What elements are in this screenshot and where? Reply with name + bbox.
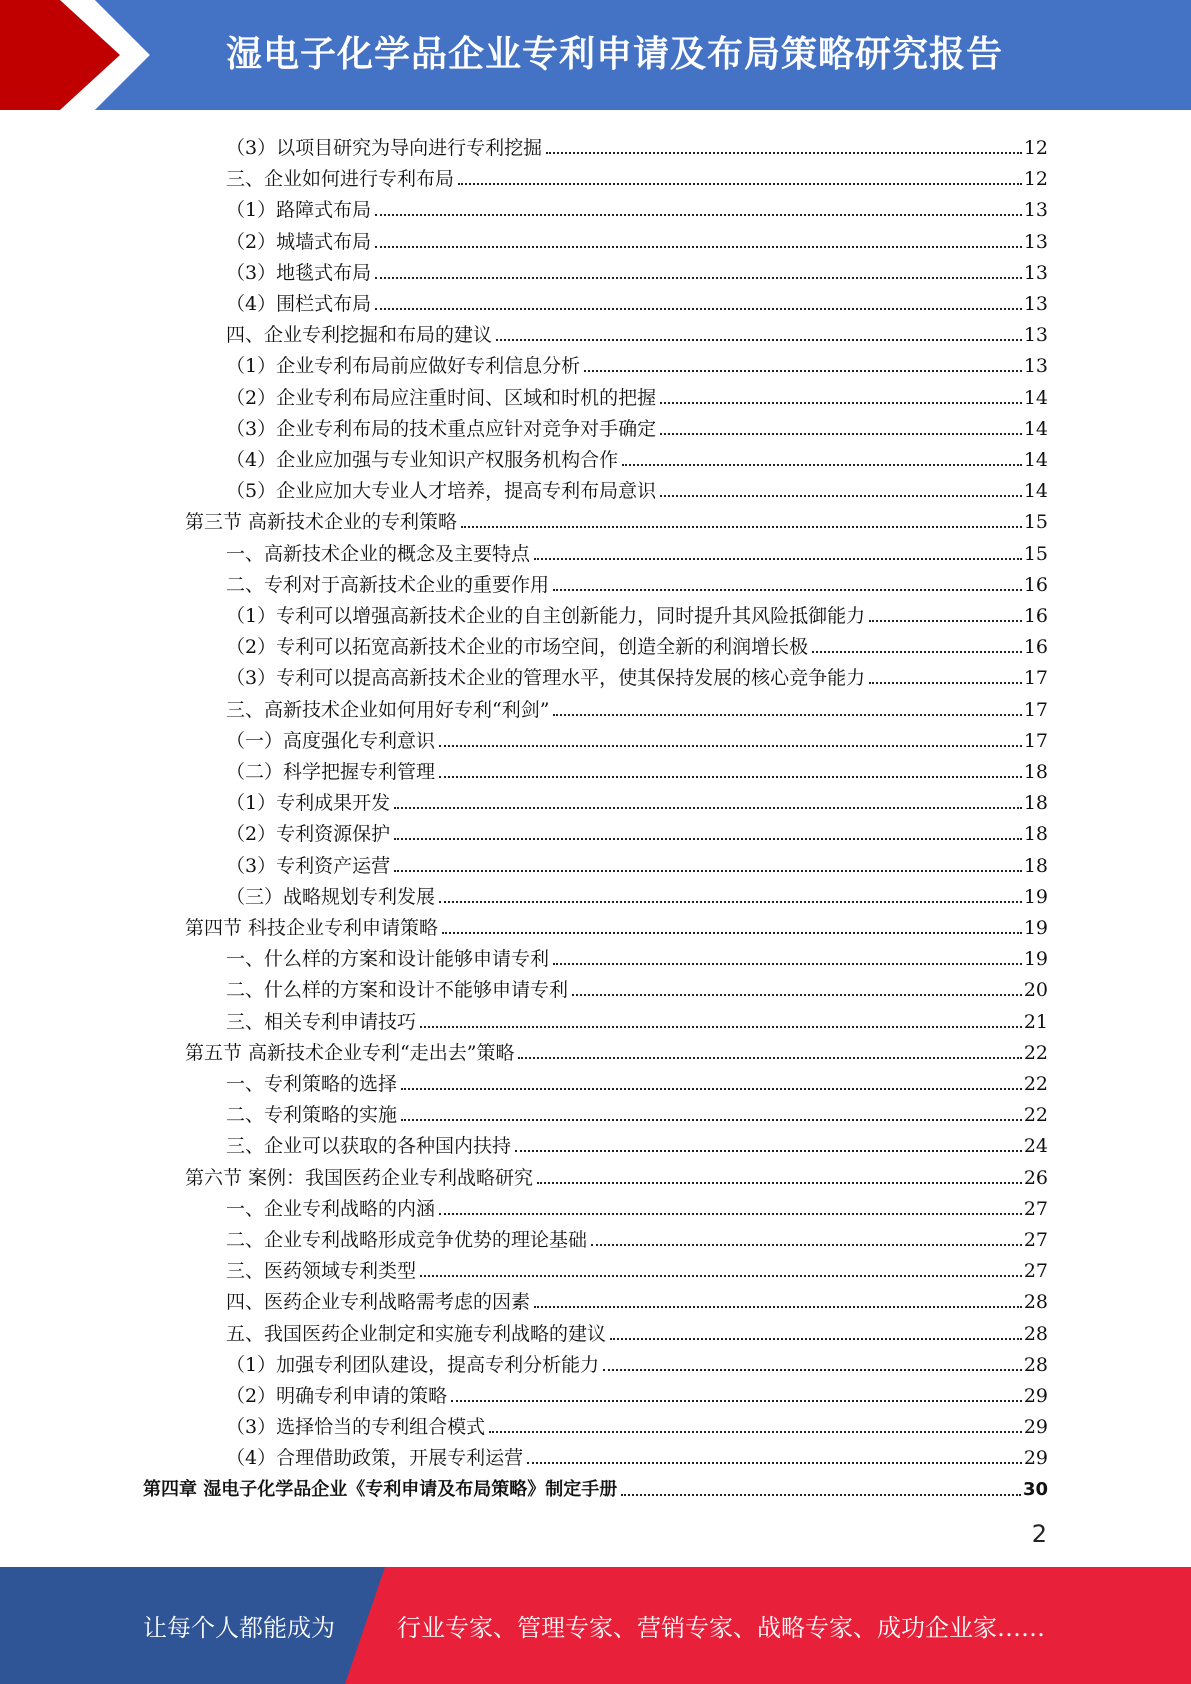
toc-entry[interactable] [226,939,1048,970]
toc-entry-page: 16 [1023,573,1048,596]
toc-entry-label: 一、企业专利战略的内涵 [226,1197,436,1220]
toc-entry[interactable] [226,1314,1048,1345]
toc-entry-label: （3）企业专利布局的技术重点应针对竞争对手确定 [226,417,657,440]
toc-entry[interactable] [226,627,1048,658]
toc-entry-page: 13 [1023,199,1048,222]
toc-entry[interactable] [226,1064,1048,1095]
toc-entry[interactable] [226,658,1048,689]
toc-entry-page: 18 [1023,854,1048,877]
toc-entry[interactable] [226,315,1048,346]
toc-dot-leader [439,745,1022,747]
toc-entry-label: （一）高度强化专利意识 [226,729,436,752]
toc-entry-page: 14 [1023,480,1048,503]
toc-entry-page: 17 [1023,667,1048,690]
toc-dot-leader [375,214,1022,216]
toc-entry-page: 28 [1023,1291,1048,1314]
toc-entry[interactable] [226,970,1048,1001]
toc-entry-label: （二）科学把握专利管理 [226,761,436,783]
toc-dot-leader [489,1431,1022,1433]
toc-entry-page: 19 [1023,917,1048,939]
toc-dot-leader [610,1338,1022,1340]
page-number: 2 [1031,1520,1047,1548]
toc-entry-label: （1）专利成果开发 [226,792,391,815]
toc-entry[interactable] [226,690,1048,721]
toc-entry-page: 12 [1023,137,1048,159]
toc-entry-page: 17 [1023,729,1048,752]
toc-entry-page: 14 [1023,449,1048,471]
toc-entry[interactable] [226,1407,1048,1438]
toc-dot-leader [553,963,1022,965]
toc-entry-label: 四、企业专利挖掘和布局的建议 [226,324,493,347]
toc-dot-leader [572,994,1022,996]
toc-entry[interactable] [226,471,1048,502]
page-footer [0,1567,1191,1684]
toc-entry-page: 19 [1023,885,1048,908]
footer-slogan-right: 行业专家、管理专家、营销专家、战略专家、成功企业家…… [397,1614,1045,1642]
toc-dot-leader [584,370,1022,372]
toc-entry-label: 二、专利对于高新技术企业的重要作用 [226,573,550,596]
toc-dot-leader [458,183,1022,185]
toc-entry-page: 20 [1023,979,1048,1002]
toc-entry-label: （3）专利资产运营 [226,854,391,877]
toc-entry-page: 18 [1023,823,1048,846]
toc-dot-leader [451,1400,1022,1402]
toc-entry-page: 13 [1023,230,1048,253]
toc-dot-leader [621,1494,1021,1496]
toc-dot-leader [496,339,1022,341]
toc-dot-leader [660,495,1022,497]
toc-entry[interactable] [226,814,1048,845]
toc-entry-label: （2）企业专利布局应注重时间、区域和时机的把握 [226,386,657,409]
toc-dot-leader [518,1057,1021,1059]
toc-entry[interactable] [226,752,1048,783]
toc-entry[interactable] [226,596,1048,627]
toc-entry-label: （3）地毯式布局 [226,261,372,284]
toc-entry-page: 12 [1023,168,1048,191]
toc-entry-label: （1）专利可以增强高新技术企业的自主创新能力，同时提升其风险抵御能力 [226,605,866,627]
toc-entry[interactable] [226,1126,1048,1157]
toc-entry-page: 24 [1023,1135,1048,1158]
toc-dot-leader [442,932,1022,934]
toc-entry[interactable] [226,1376,1048,1407]
toc-entry-label: 三、企业可以获取的各种国内扶持 [226,1135,512,1158]
toc-dot-leader [439,776,1022,778]
toc-entry-page: 15 [1023,542,1048,565]
toc-entry-label: （三）战略规划专利发展 [226,885,436,908]
toc-entry[interactable] [226,1251,1048,1282]
toc-entry[interactable] [226,1189,1048,1220]
toc-dot-leader [869,682,1022,684]
toc-dot-leader [394,870,1022,872]
toc-dot-leader [527,1462,1022,1464]
toc-entry-label: （3）选择恰当的专利组合模式 [226,1416,486,1439]
toc-entry-page: 29 [1023,1416,1048,1439]
toc-dot-leader [515,1150,1022,1152]
toc-entry-page: 28 [1023,1353,1048,1376]
toc-dot-leader [660,433,1022,435]
toc-entry-label: 四、医药企业专利战略需考虑的因素 [226,1291,531,1314]
toc-entry[interactable] [226,1282,1048,1313]
toc-entry-page: 30 [1022,1478,1048,1500]
toc-entry-label: 三、医药领域专利类型 [226,1260,417,1283]
toc-dot-leader [401,1088,1022,1090]
toc-dot-leader [869,620,1022,622]
toc-dot-leader [534,558,1022,560]
toc-entry-page: 18 [1023,792,1048,815]
toc-entry-page: 13 [1023,355,1048,378]
toc-entry-page: 14 [1023,417,1048,440]
toc-entry-label: 第三节 高新技术企业的专利策略 [185,511,458,534]
toc-entry[interactable] [185,908,1048,939]
toc-entry-label: （3）专利可以提高高新技术企业的管理水平，使其保持发展的核心竞争能力 [226,667,866,690]
toc-entry-label: 一、什么样的方案和设计能够申请专利 [226,948,550,971]
toc-entry-label: （4）围栏式布局 [226,293,372,315]
toc-entry-label: （2）明确专利申请的策略 [226,1385,448,1407]
toc-entry-page: 28 [1023,1322,1048,1345]
toc-dot-leader [394,838,1022,840]
toc-entry-page: 29 [1023,1385,1048,1407]
toc-entry-label: （2）城墙式布局 [226,230,372,253]
toc-dot-leader [591,1244,1022,1246]
toc-entry-label: （2）专利可以拓宽高新技术企业的市场空间，创造全新的利润增长极 [226,636,809,659]
toc-entry[interactable] [226,284,1048,315]
toc-entry[interactable] [226,440,1048,471]
toc-entry-label: 二、什么样的方案和设计不能够申请专利 [226,979,569,1002]
toc-entry[interactable] [226,1002,1048,1033]
toc-entry-page: 15 [1023,511,1048,534]
toc-dot-leader [603,1369,1022,1371]
document-title: 湿电子化学品企业专利申请及布局策略研究报告 [226,34,1004,75]
toc-entry-label: （1）加强专利团队建设，提高专利分析能力 [226,1353,600,1376]
toc-entry-label: 第四节 科技企业专利申请策略 [185,917,439,939]
page-header [0,0,1191,110]
toc-entry-label: 一、专利策略的选择 [226,1073,398,1095]
toc-entry-label: 二、专利策略的实施 [226,1104,398,1127]
toc-entry[interactable] [185,1158,1048,1189]
footer-slogan-left: 让每个人都能成为 [143,1614,335,1642]
toc-dot-leader [394,807,1022,809]
toc-entry[interactable] [226,1345,1048,1376]
toc-entry[interactable] [226,1095,1048,1126]
toc-entry-page: 13 [1023,324,1048,347]
toc-entry-label: 三、企业如何进行专利布局 [226,168,455,191]
toc-entry-page: 21 [1023,1010,1048,1033]
toc-entry[interactable] [226,409,1048,440]
toc-entry-page: 27 [1023,1260,1048,1283]
toc-dot-leader [553,714,1021,716]
toc-dot-leader [375,308,1022,310]
toc-entry-label: （1）路障式布局 [226,199,372,222]
toc-entry-label: （5）企业应加大专业人才培养，提高专利布局意识 [226,480,657,503]
toc-dot-leader [439,1213,1022,1215]
toc-entry[interactable] [185,502,1048,533]
toc-entry-page: 18 [1023,761,1048,783]
toc-dot-leader [534,1306,1022,1308]
toc-entry-label: 五、我国医药企业制定和实施专利战略的建议 [226,1322,607,1345]
toc-entry-page: 27 [1023,1229,1048,1251]
toc-entry-page: 13 [1023,293,1048,315]
toc-dot-leader [537,1182,1022,1184]
toc-entry-label: 二、企业专利战略形成竞争优势的理论基础 [226,1229,588,1251]
toc-entry-label: 第六节 案例：我国医药企业专利战略研究 [185,1166,534,1189]
toc-entry-label: （4）企业应加强与专业知识产权服务机构合作 [226,449,619,471]
toc-entry-page: 27 [1023,1197,1048,1220]
toc-entry[interactable] [143,1470,1048,1501]
toc-entry-page: 22 [1023,1104,1048,1127]
toc-entry[interactable] [226,846,1048,877]
toc-entry-label: 三、相关专利申请技巧 [226,1010,417,1033]
toc-entry[interactable] [226,565,1048,596]
toc-dot-leader [461,526,1022,528]
toc-entry-page: 22 [1023,1073,1048,1095]
toc-dot-leader [420,1275,1022,1277]
toc-dot-leader [622,464,1022,466]
toc-dot-leader [553,589,1022,591]
toc-entry-label: （2）专利资源保护 [226,823,391,846]
toc-entry-page: 16 [1023,605,1048,627]
toc-entry[interactable] [226,346,1048,377]
toc-dot-leader [375,246,1022,248]
toc-entry-label: （1）企业专利布局前应做好专利信息分析 [226,355,581,378]
toc-entry-label: （3）以项目研究为导向进行专利挖掘 [226,137,543,159]
toc-entry-page: 26 [1023,1166,1048,1189]
toc-entry[interactable] [226,534,1048,565]
toc-entry[interactable] [226,159,1048,190]
toc-entry-label: 一、高新技术企业的概念及主要特点 [226,542,531,565]
toc-entry[interactable] [226,190,1048,221]
toc-entry[interactable] [226,128,1048,159]
toc-entry[interactable] [185,1033,1048,1064]
toc-dot-leader [439,901,1022,903]
toc-dot-leader [812,651,1022,653]
toc-entry-page: 16 [1023,636,1048,659]
toc-entry[interactable] [226,1220,1048,1251]
toc-entry[interactable] [226,877,1048,908]
toc-entry[interactable] [226,222,1048,253]
toc-dot-leader [660,402,1022,404]
toc-entry-page: 13 [1023,261,1048,284]
toc-dot-leader [546,152,1022,154]
toc-entry-label: （4）合理借助政策，开展专利运营 [226,1447,524,1470]
toc-dot-leader [375,277,1022,279]
toc-entry-page: 29 [1023,1447,1048,1470]
toc-entry-page: 22 [1023,1041,1048,1064]
toc-dot-leader [420,1026,1022,1028]
toc-entry-label: 第五节 高新技术企业专利“走出去”策略 [185,1041,515,1064]
toc-entry[interactable] [226,721,1048,752]
toc-entry-page: 17 [1023,698,1048,721]
toc-entry-page: 14 [1023,386,1048,409]
toc-dot-leader [401,1119,1022,1121]
toc-entry[interactable] [226,378,1048,409]
toc-entry[interactable] [226,253,1048,284]
toc-entry[interactable] [226,1438,1048,1469]
toc-entry-label: 三、高新技术企业如何用好专利“利剑” [226,698,550,721]
toc-entry-label: 第四章 湿电子化学品企业《专利申请及布局策略》制定手册 [143,1478,618,1500]
toc-entry-page: 19 [1023,948,1048,971]
toc-entry[interactable] [226,783,1048,814]
